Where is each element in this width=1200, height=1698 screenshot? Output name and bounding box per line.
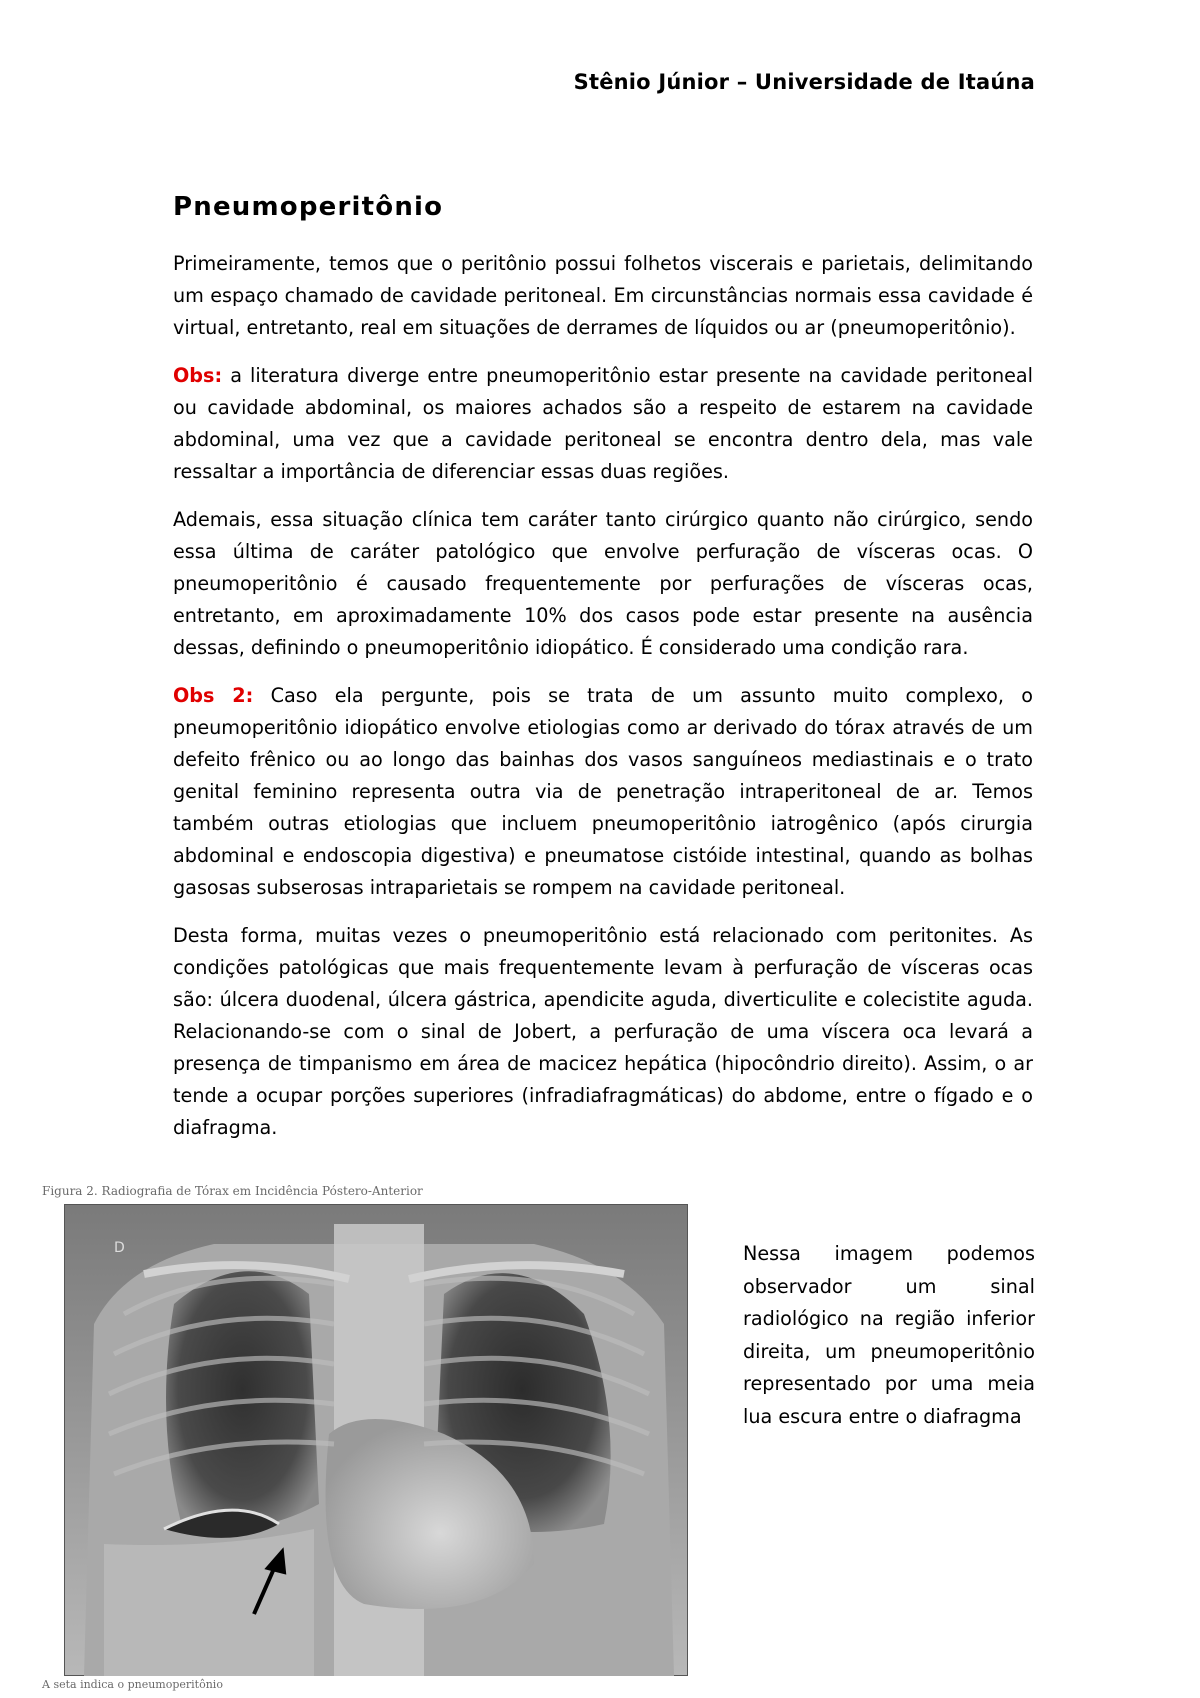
figure-side-note: Nessa imagem podemos observador um sinal radiológico na região inferior direita, um pneumoperitônio representado por uma meia lua escura entre o diafragma: [743, 1242, 1035, 1428]
document-title: Pneumoperitônio: [173, 192, 444, 222]
xray-svg: [64, 1204, 688, 1676]
figure-caption-top: Figura 2. Radiografia de Tórax em Incidência Póstero-Anterior: [42, 1184, 423, 1198]
figure-caption-bottom: A seta indica o pneumoperitônio: [42, 1678, 223, 1691]
paragraph-peritonitis: Desta forma, muitas vezes o pneumoperitônio está relacionado com peritonites. As condições patológicas que mais frequentemente levam à perfuração de vísceras ocas são: úlcera duodenal, úlcera gástrica, apendicite aguda, diverticulite e colecistite aguda. Relacionando-se com o sinal de Jobert, a perfuração de uma víscera oca levará a presença de timpanismo em área de macicez hepática (hipocôndrio direito). Assim, o ar tende a ocupar porções superiores (infradiafragmáticas) do abdome, entre o fígado e o diafragma.: [173, 924, 1033, 1139]
paragraph-obs-1: [173, 360, 1033, 488]
obs-2-label: Obs 2:: [173, 684, 254, 707]
paragraph-intro: Primeiramente, temos que o peritônio possui folhetos viscerais e parietais, delimitando um espaço chamado de cavidade peritoneal. Em circunstâncias normais essa cavidade é virtual, entretanto, real em situações de derrames de líquidos ou ar (pneumoperitônio).: [173, 252, 1033, 339]
chest-xray-image: [64, 1204, 688, 1676]
obs-text: a literatura diverge entre pneumoperitônio estar presente na cavidade peritoneal ou cavidade abdominal, os maiores achados são a respeito de estarem na cavidade abdominal, uma vez que a cavidade peritoneal se encontra dentro dela, mas vale ressaltar a importância de diferenciar essas duas regiões.: [173, 364, 1033, 483]
paragraph-clinical: Ademais, essa situação clínica tem caráter tanto cirúrgico quanto não cirúrgico, sendo essa última de caráter patológico que envolve perfuração de vísceras ocas. O pneumoperitônio é causado frequentemente por perfurações de vísceras ocas, entretanto, em aproximadamente 10% dos casos pode estar presente na ausência dessas, definindo o pneumoperitônio idiopático. É considerado uma condição rara.: [173, 508, 1033, 659]
paragraph-obs-2: [173, 680, 1033, 904]
obs-label: Obs:: [173, 364, 223, 387]
document-header: Stênio Júnior – Universidade de Itaúna: [573, 70, 1035, 94]
obs-2-text: Caso ela pergunte, pois se trata de um assunto muito complexo, o pneumoperitônio idiopático envolve etiologias como ar derivado do tórax através de um defeito frênico ou ao longo das bainhas dos vasos sanguíneos mediastinais e o trato genital feminino representa outra via de penetração intraperitoneal de ar. Temos também outras etiologias que incluem pneumoperitônio iatrogênico (após cirurgia abdominal e endoscopia digestiva) e pneumatose cistóide intestinal, quando as bolhas gasosas subserosas intraparietais se rompem na cavidade peritoneal.: [173, 684, 1033, 899]
figure: [40, 1184, 712, 1698]
document-body: [173, 248, 1033, 1160]
image-marker: D: [114, 1240, 125, 1256]
